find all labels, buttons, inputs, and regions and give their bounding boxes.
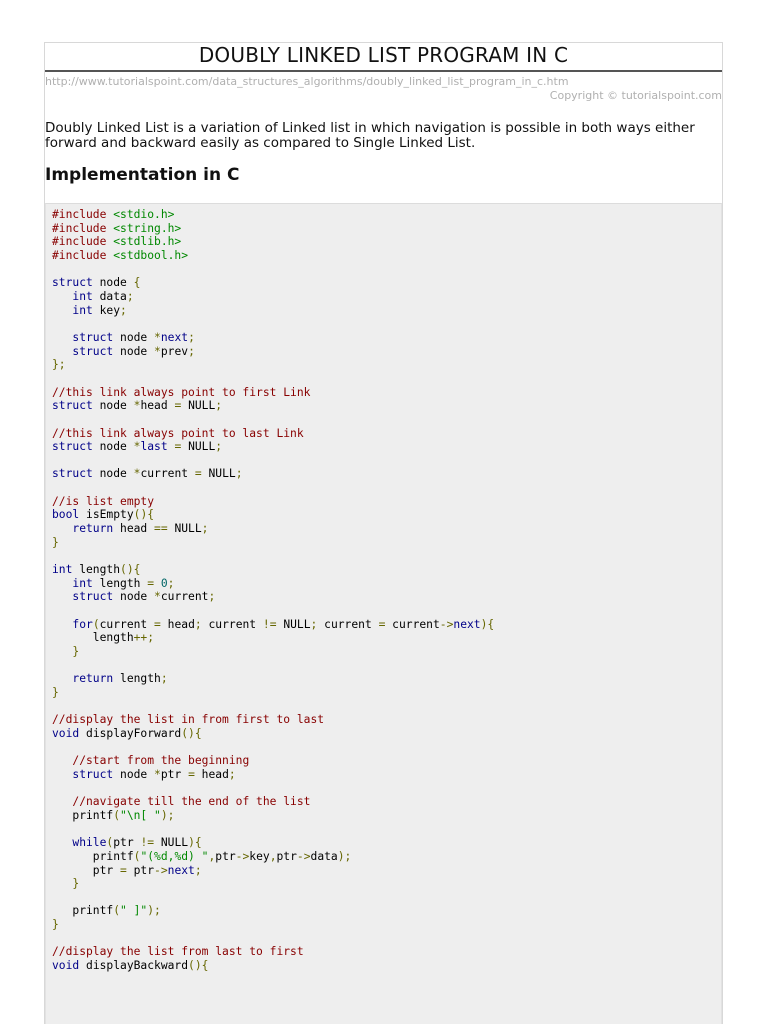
code-line <box>52 850 721 864</box>
code-token: printf <box>52 904 114 918</box>
code-token: current <box>160 590 209 604</box>
code-token: } <box>72 645 80 658</box>
code-block <box>45 203 722 1024</box>
code-token <box>52 754 72 767</box>
code-token <box>52 331 72 344</box>
code-line <box>52 522 721 536</box>
code-token: node <box>92 276 134 290</box>
code-token: * <box>133 399 141 413</box>
code-line <box>52 631 721 645</box>
code-token: next <box>160 330 189 344</box>
code-token: current <box>317 617 379 631</box>
code-line <box>52 454 721 468</box>
code-token: length <box>113 672 161 686</box>
code-line <box>52 864 721 878</box>
code-token: int <box>72 576 93 590</box>
code-token: ; <box>167 576 175 590</box>
code-token: ); <box>337 849 352 863</box>
code-line <box>52 467 721 481</box>
code-token: } <box>52 535 59 549</box>
code-token: "\n[ " <box>120 808 161 822</box>
code-token: ; <box>126 289 134 303</box>
code-token: = <box>194 467 202 481</box>
code-token <box>154 577 161 590</box>
code-token: //display the list from last to first <box>52 945 304 959</box>
code-token: data <box>310 849 338 863</box>
code-token: ; <box>160 672 168 686</box>
code-token: //this link always point to first Link <box>52 385 311 399</box>
code-token: ptr <box>126 863 155 877</box>
code-token: current <box>201 617 263 631</box>
code-token: node <box>113 767 155 781</box>
source-url: http://www.tutorialspoint.com/data_structures_algorithms/doubly_linked_list_program_in_c.htm <box>45 75 569 88</box>
code-token: ( <box>92 617 100 631</box>
code-token: ; <box>201 522 209 536</box>
code-line <box>52 222 721 236</box>
code-token: struct <box>52 399 93 413</box>
code-token: struct <box>72 590 114 604</box>
code-token: = <box>154 617 161 631</box>
code-token: = <box>174 440 182 454</box>
code-token: ; <box>310 617 318 631</box>
code-token <box>52 836 72 849</box>
code-token: != <box>140 836 155 850</box>
code-token: * <box>154 767 161 781</box>
code-line <box>52 304 721 318</box>
code-token: displayForward <box>79 726 182 740</box>
code-token: current <box>140 467 195 481</box>
code-token <box>52 672 72 685</box>
code-token: head <box>194 767 229 781</box>
code-token: //display the list in from first to last <box>52 713 325 727</box>
code-token: ; <box>194 863 202 877</box>
code-token: //is list empty <box>52 494 155 508</box>
code-token: int <box>72 303 93 317</box>
code-line <box>52 563 721 577</box>
code-token: ptr <box>276 849 297 863</box>
code-token: ; <box>194 617 202 631</box>
code-token: ; <box>188 330 195 344</box>
code-token: #include <box>52 208 114 221</box>
code-token <box>52 795 72 808</box>
code-token: length <box>72 563 121 577</box>
code-token: -> <box>439 617 454 631</box>
code-token: ; <box>208 590 216 604</box>
code-token: length <box>92 576 148 590</box>
code-line <box>52 358 721 372</box>
code-line <box>52 263 721 277</box>
code-token: node <box>113 344 155 358</box>
code-line <box>52 918 721 932</box>
code-token: key <box>249 849 270 863</box>
code-line <box>52 754 721 768</box>
code-token: ); <box>147 904 161 918</box>
code-token <box>52 645 72 658</box>
code-token: ; <box>120 303 127 317</box>
code-line <box>52 549 721 563</box>
code-token: current <box>385 617 440 631</box>
code-token: head <box>140 399 175 413</box>
code-line <box>52 795 721 809</box>
code-token: (){ <box>188 959 209 973</box>
code-token: printf <box>52 849 134 863</box>
code-token: return <box>72 672 114 686</box>
code-token: last <box>140 440 168 454</box>
code-line <box>52 782 721 796</box>
code-line <box>52 891 721 905</box>
code-token: bool <box>52 508 80 522</box>
code-token: 0 <box>160 576 168 590</box>
code-token: * <box>154 330 161 344</box>
code-token: NULL <box>276 617 311 631</box>
code-line <box>52 372 721 386</box>
code-token: current <box>99 617 155 631</box>
section-heading: Implementation in C <box>45 165 240 185</box>
code-token: int <box>72 289 93 303</box>
code-line <box>52 645 721 659</box>
code-token: <string.h> <box>113 221 182 235</box>
code-token: #include <box>52 221 114 235</box>
code-token: ptr <box>215 849 236 863</box>
code-line <box>52 727 721 741</box>
code-token: node <box>113 330 155 344</box>
code-token: struct <box>72 344 114 358</box>
document-page <box>44 42 723 1024</box>
code-token <box>52 522 72 535</box>
code-token: for <box>72 617 93 631</box>
code-token: ; <box>235 467 243 481</box>
code-token: node <box>113 590 155 604</box>
code-line <box>52 413 721 427</box>
code-token: -> <box>154 863 168 877</box>
code-token: ){ <box>188 836 202 850</box>
code-token: return <box>72 522 114 536</box>
code-line <box>52 904 721 918</box>
code-token: , <box>269 849 277 863</box>
code-line <box>52 877 721 891</box>
code-token: head <box>160 617 195 631</box>
code-token: struct <box>72 330 114 344</box>
code-token: NULL <box>181 440 216 454</box>
code-token: (){ <box>181 726 202 740</box>
code-token: void <box>52 726 80 740</box>
code-token: , <box>208 849 216 863</box>
code-line <box>52 659 721 673</box>
code-token: <stdlib.h> <box>113 235 182 249</box>
code-line <box>52 700 721 714</box>
code-line <box>52 427 721 441</box>
code-token: }; <box>52 358 66 372</box>
code-token: ; <box>215 440 223 454</box>
code-line <box>52 945 721 959</box>
code-token: = <box>147 576 155 590</box>
code-line <box>52 536 721 550</box>
code-line <box>52 235 721 249</box>
code-token: NULL <box>181 399 216 413</box>
code-line <box>52 823 721 837</box>
code-token: struct <box>52 467 93 481</box>
code-token: * <box>133 440 141 454</box>
code-line <box>52 276 721 290</box>
code-token: struct <box>72 767 114 781</box>
page-title: DOUBLY LINKED LIST PROGRAM IN C <box>45 43 722 72</box>
code-token: data <box>92 289 127 303</box>
code-token: isEmpty <box>79 508 134 522</box>
code-line <box>52 440 721 454</box>
code-line <box>52 399 721 413</box>
code-token: //this link always point to last Link <box>52 426 304 440</box>
code-token: ptr <box>113 836 141 850</box>
code-token: next <box>453 617 481 631</box>
code-line <box>52 249 721 263</box>
copyright-notice: Copyright © tutorialspoint.com <box>549 89 722 102</box>
code-token: node <box>92 467 134 481</box>
code-token: ptr <box>160 767 189 781</box>
code-token <box>52 590 72 603</box>
code-token: ( <box>113 808 121 822</box>
code-token <box>52 577 72 590</box>
code-token: ; <box>188 344 195 358</box>
code-token <box>52 345 72 358</box>
code-line <box>52 686 721 700</box>
code-token: == <box>154 522 168 536</box>
code-token: prev <box>160 344 189 358</box>
code-token: while <box>72 836 107 850</box>
code-token: next <box>167 863 195 877</box>
code-line <box>52 290 721 304</box>
code-line <box>52 809 721 823</box>
code-token: ( <box>113 904 121 918</box>
code-token: ( <box>106 836 114 850</box>
code-token: int <box>52 563 73 577</box>
code-token: = <box>120 863 127 877</box>
code-line <box>52 959 721 973</box>
code-token: -> <box>235 849 250 863</box>
code-token: node <box>92 399 134 413</box>
code-token <box>52 768 72 781</box>
code-token: = <box>378 617 386 631</box>
code-line <box>52 932 721 946</box>
code-token: <stdio.h> <box>113 208 175 221</box>
code-line <box>52 741 721 755</box>
code-line <box>52 618 721 632</box>
code-token: "(%d,%d) " <box>140 849 209 863</box>
code-token: } <box>52 685 59 699</box>
code-token: * <box>154 344 161 358</box>
code-token: ); <box>160 808 175 822</box>
code-token: NULL <box>167 522 202 536</box>
code-token: (){ <box>120 563 141 577</box>
code-token: ; <box>228 767 236 781</box>
code-token: != <box>262 617 277 631</box>
code-token: //navigate till the end of the list <box>72 795 311 809</box>
code-token: printf <box>52 808 114 822</box>
code-token: struct <box>52 276 93 290</box>
code-token: = <box>174 399 182 413</box>
code-token: ++; <box>133 631 155 645</box>
code-token: ){ <box>480 617 495 631</box>
code-listing <box>46 204 721 973</box>
code-line <box>52 508 721 522</box>
code-line <box>52 672 721 686</box>
code-token: (){ <box>133 508 155 522</box>
code-token: NULL <box>201 467 236 481</box>
code-line <box>52 481 721 495</box>
code-token: #include <box>52 235 114 249</box>
code-token: } <box>52 918 59 932</box>
code-token: //start from the beginning <box>72 754 250 768</box>
code-token: <stdbool.h> <box>113 248 189 262</box>
code-token: " ]" <box>120 904 148 918</box>
code-token: head <box>113 522 155 536</box>
code-line <box>52 331 721 345</box>
code-token: } <box>72 877 80 891</box>
intro-paragraph: Doubly Linked List is a variation of Linked list in which navigation is possible in both ways either forward and backward easily as compared to Single Linked List. <box>45 120 695 151</box>
code-line <box>52 836 721 850</box>
code-line <box>52 386 721 400</box>
code-line <box>52 768 721 782</box>
code-line <box>52 590 721 604</box>
code-token <box>52 618 72 631</box>
code-line <box>52 317 721 331</box>
code-token: struct <box>52 440 93 454</box>
code-token: * <box>154 590 161 604</box>
code-token: length <box>52 631 134 645</box>
code-token <box>52 304 72 317</box>
code-line <box>52 495 721 509</box>
code-token: * <box>133 467 141 481</box>
code-token: { <box>133 276 141 290</box>
code-token: -> <box>296 849 311 863</box>
code-token: NULL <box>154 836 189 850</box>
code-token: ( <box>133 849 141 863</box>
code-token <box>52 877 72 890</box>
code-line <box>52 208 721 222</box>
code-line <box>52 577 721 591</box>
code-token <box>52 290 72 303</box>
code-line <box>52 604 721 618</box>
code-token: ptr <box>52 863 121 877</box>
code-token: node <box>92 440 134 454</box>
code-token: key <box>92 303 121 317</box>
code-token: #include <box>52 248 114 262</box>
code-token: = <box>188 767 195 781</box>
code-token: void <box>52 959 80 973</box>
code-line <box>52 345 721 359</box>
code-line <box>52 713 721 727</box>
code-token: ; <box>215 399 223 413</box>
code-token: displayBackward <box>79 959 189 973</box>
